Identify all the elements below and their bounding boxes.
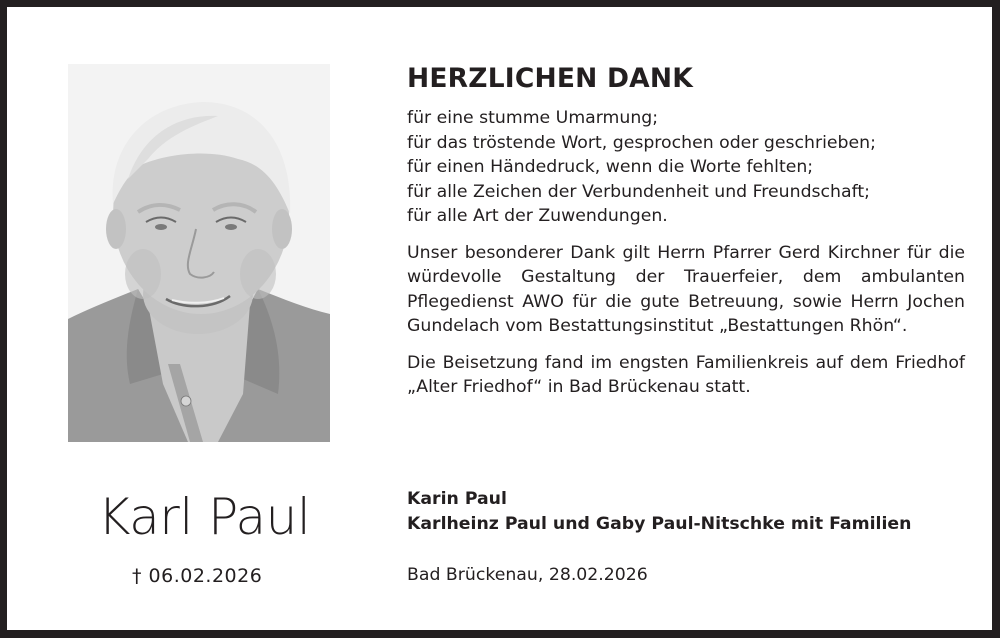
thanks-lines bbox=[407, 106, 965, 229]
signer-name: Karlheinz Paul und Gaby Paul-Nitschke mit Familien bbox=[407, 513, 912, 534]
special-thanks-paragraph: Unser besonderer Dank gilt Herrn Pfarrer Gerd Kirchner für die würdevolle Gestaltung der Trauerfeier, dem ambulanten Pflegedienst AWO für die gute Betreuung, sowie Herrn Jochen Gundelach vom Bestattungsinstitut „Bestattungen Rhön“. bbox=[407, 242, 965, 336]
thanks-line: für das tröstende Wort, gesprochen oder geschrieben; bbox=[407, 132, 876, 153]
thanks-line: für alle Zeichen der Verbundenheit und Freundschaft; bbox=[407, 181, 870, 202]
heading-title: HERZLICHEN DANK bbox=[407, 63, 693, 94]
thanks-line: für einen Händedruck, wenn die Worte fehlten; bbox=[407, 157, 814, 177]
thanks-column bbox=[407, 62, 965, 400]
obituary-card bbox=[7, 7, 992, 630]
thanks-line: für eine stumme Umarmung; bbox=[407, 108, 659, 128]
thanks-line: für alle Art der Zuwendungen. bbox=[407, 206, 668, 226]
signers bbox=[407, 487, 911, 536]
portrait-photo bbox=[68, 64, 330, 442]
place-date: Bad Brückenau, 28.02.2026 bbox=[407, 565, 648, 585]
signer-name: Karin Paul bbox=[407, 489, 507, 509]
portrait-image bbox=[68, 64, 330, 442]
death-date: † 06.02.2026 bbox=[132, 565, 263, 587]
deceased-name: Karl Paul bbox=[97, 488, 311, 546]
burial-paragraph: Die Beisetzung fand im engsten Familienkreis auf dem Friedhof „Alter Friedhof“ in Bad Brückenau statt. bbox=[407, 352, 965, 397]
